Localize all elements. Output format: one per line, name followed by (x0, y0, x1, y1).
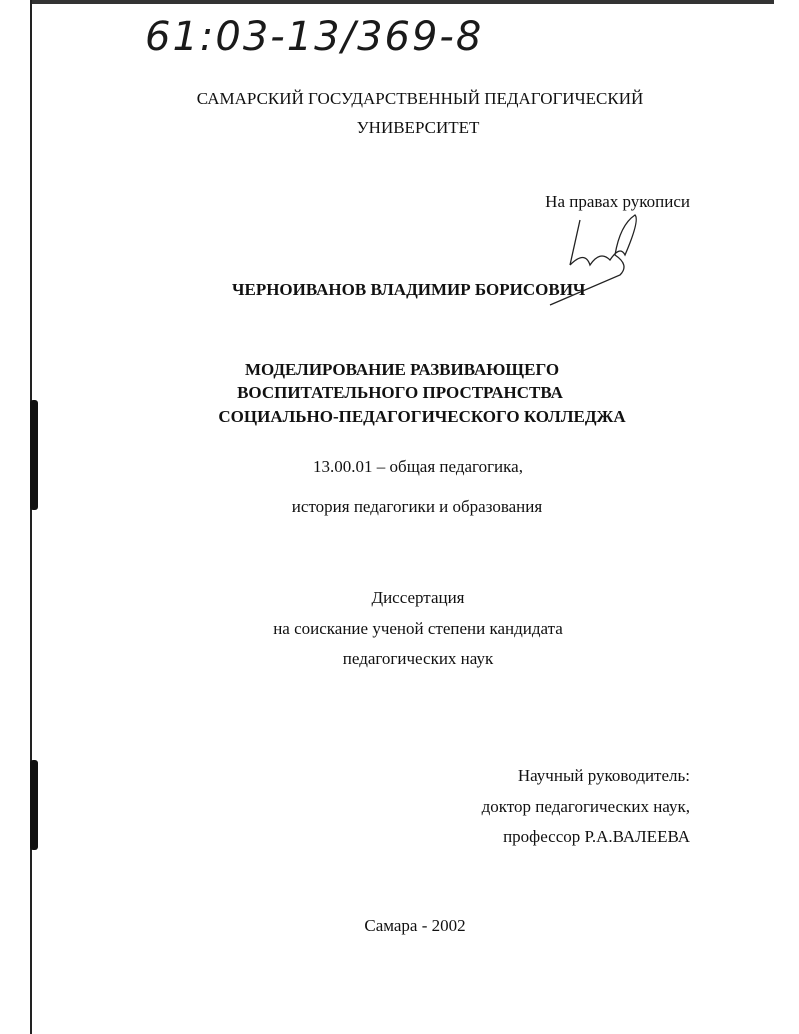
supervisor-label: Научный руководитель: (517, 766, 690, 785)
place-year: Самара - 2002 (364, 916, 466, 935)
scan-artifact (30, 760, 38, 850)
university-line-1: САМАРСКИЙ ГОСУДАРСТВЕННЫЙ ПЕДАГОГИЧЕСКИЙ (196, 89, 644, 108)
supervisor-degree: доктор педагогических наук, (481, 797, 690, 816)
specialty-line-2: история педагогики и образования (291, 497, 543, 516)
title-line-1: МОДЕЛИРОВАНИЕ РАЗВИВАЮЩЕГО (244, 360, 560, 379)
specialty-line-1: 13.00.01 – общая педагогика, (313, 457, 523, 476)
scan-artifact (30, 400, 38, 510)
scan-top-border (30, 0, 774, 4)
title-line-2: ВОСПИТАТЕЛЬНОГО ПРОСТРАНСТВА (237, 383, 563, 402)
supervisor-name: профессор Р.А.ВАЛЕЕВА (503, 827, 690, 846)
author-name: ЧЕРНОИВАНОВ ВЛАДИМИР БОРИСОВИЧ (232, 280, 586, 299)
title-line-3: СОЦИАЛЬНО-ПЕДАГОГИЧЕСКОГО КОЛЛЕДЖА (218, 407, 626, 426)
degree-line-3: педагогических наук (342, 649, 494, 668)
archive-number: 61:03-13/369-8 (145, 14, 484, 60)
degree-line-1: Диссертация (371, 588, 465, 607)
university-line-2: УНИВЕРСИТЕТ (356, 118, 480, 137)
degree-line-2: на соискание ученой степени кандидата (273, 619, 563, 638)
manuscript-note: На правах рукописи (545, 192, 690, 211)
scan-left-border (30, 0, 32, 1034)
